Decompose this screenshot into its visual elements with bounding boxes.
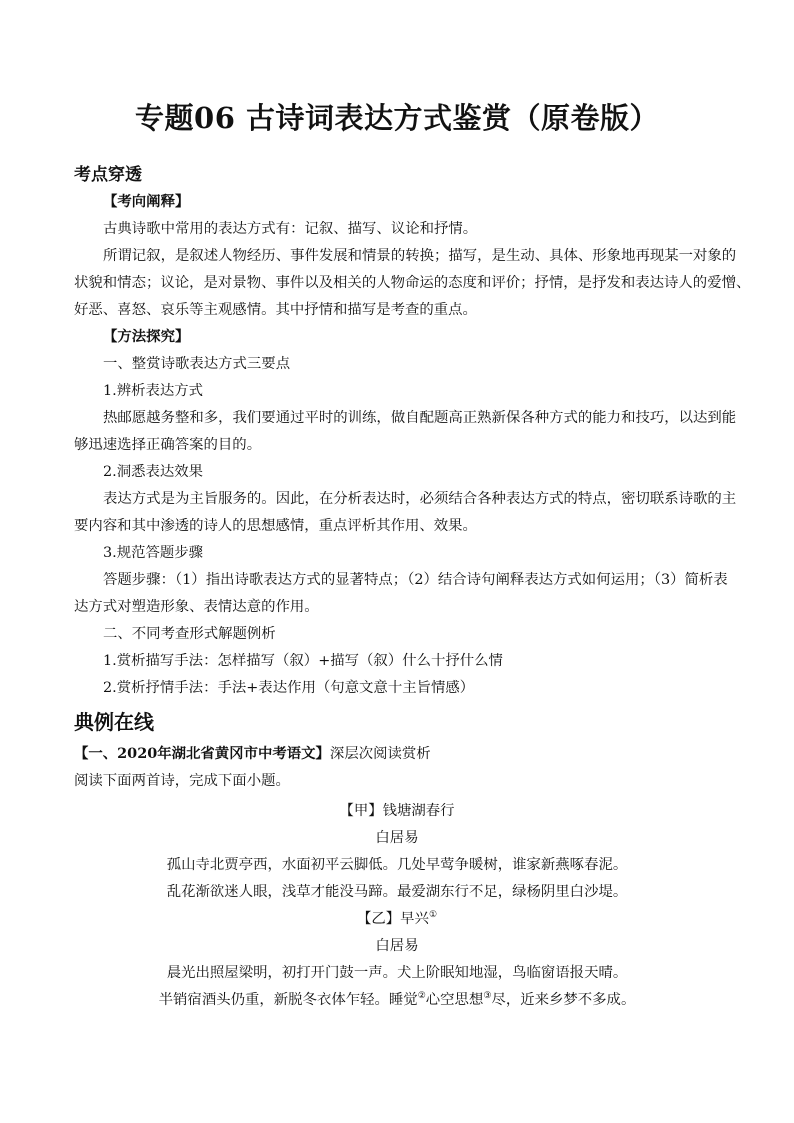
poem-text: 心空思想 [425, 992, 484, 1008]
paragraph-line: 表达方式是为主旨服务的。因此，在分析表达时，必须结合各种表达方式的特点，密切联系诗歌的主 [103, 491, 737, 507]
instruction: 阅读下面两首诗，完成下面小题。 [74, 773, 290, 789]
paragraph-line: 答题步骤：（1）指出诗歌表达方式的显著特点；（2）结合诗句阐释表达方式如何运用；（3）简析表 [103, 572, 728, 588]
poem-text: 半销宿酒头仍重，新脱冬衣体乍轻。睡觉 [158, 992, 418, 1008]
paragraph-line: 所谓记叙，是叙述人物经历、事件发展和情景的转换；描写，是生动、具体、形象地再现某一对象的 [103, 248, 737, 264]
poem-author: 白居易 [375, 830, 419, 846]
subheading: 3.规范答题步骤 [103, 545, 204, 561]
example-source: 【一、2020年湖北省黄冈市中考语文】 [74, 745, 330, 762]
poem-title: 【甲】钱塘湖春行 [339, 803, 455, 819]
example-type: 深层次阅读赏析 [329, 746, 431, 762]
poem-line: 晨光出照屋梁明，初打开门鼓一声。犬上阶眠知地湿，鸟临窗语报天晴。 [166, 965, 628, 981]
list-item: 1.赏析描写手法：怎样描写（叙）+描写（叙）什么十抒什么情 [103, 653, 503, 669]
section-heading-dianli: 典例在线 [74, 710, 154, 734]
paragraph-line: 状貌和情态；议论，是对景物、事件以及相关的人物命运的态度和评价；抒情，是抒发和表达诗人的爱憎、 [74, 275, 751, 291]
subheading: 1.辨析表达方式 [103, 383, 204, 399]
paragraph-line: 要内容和其中渗透的诗人的思想感情，重点评析其作用、效果。 [74, 518, 477, 534]
poem-line: 孤山寺北贾亭西，水面初平云脚低。几处早莺争暖树，谁家新燕啄春泥。 [166, 857, 628, 873]
footnote-marker: ② [417, 991, 426, 1002]
poem-line: 乱花渐欲迷人眼，浅草才能没马蹄。最爱湖东行不足，绿杨阴里白沙堤。 [166, 884, 628, 900]
list-item: 2.赏析抒情手法：手法+表达作用（句意文意十主旨情感） [103, 680, 475, 696]
paragraph-line: 达方式对塑造形象、表情达意的作用。 [74, 599, 319, 615]
paragraph-line: 热邮愿越务整和多，我们要通过平时的训练，做自配题高正熟新保各种方式的能力和技巧，以达到能 [103, 410, 737, 426]
page-title: 专题06 古诗词表达方式鉴赏（原卷版） [135, 101, 659, 135]
fangfa-label: 【方法探究】 [103, 328, 190, 345]
subheading: 二、不同考查形式解题例析 [103, 626, 276, 642]
poem-title-text: 【乙】早兴 [356, 911, 429, 927]
section-heading-kaodian: 考点穿透 [74, 165, 142, 185]
poem-title [0, 907, 794, 928]
footnote-marker: ③ [483, 991, 492, 1002]
example-heading [74, 742, 431, 763]
poem-text: 尽，近来乡梦不多成。 [491, 992, 636, 1008]
paragraph-line: 够迅速选择正确答案的目的。 [74, 437, 262, 453]
footnote-marker: ① [428, 910, 438, 921]
kaoxiang-label: 【考向阐释】 [103, 193, 190, 210]
paragraph-line: 好恶、喜怒、哀乐等主观感情。其中抒情和描写是考查的重点。 [74, 302, 477, 318]
poem-line [0, 988, 794, 1009]
subheading: 一、整赏诗歌表达方式三要点 [103, 356, 291, 372]
poem-author: 白居易 [375, 938, 419, 954]
paragraph: 古典诗歌中常用的表达方式有：记叙、描写、议论和抒情。 [103, 221, 478, 237]
subheading: 2.洞悉表达效果 [103, 464, 204, 480]
